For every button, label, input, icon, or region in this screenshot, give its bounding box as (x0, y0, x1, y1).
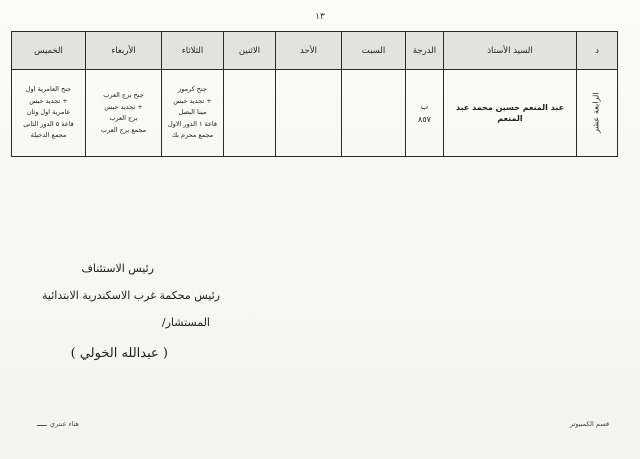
header-index: د (577, 32, 618, 70)
cell-index (577, 70, 618, 157)
cell-line: ب (420, 102, 429, 111)
header-sunday: الأحد (276, 32, 342, 70)
cell-line: برج العرب (109, 114, 138, 122)
cell-line: قاعة ١ الدور الاول (167, 119, 217, 128)
cell-sunday (276, 70, 342, 157)
cell-line: عامرية اول وثان (26, 108, 71, 117)
pen-mark-icon (37, 421, 50, 426)
cell-line: مجمع الدخيلة (30, 131, 67, 140)
cell-line: ٨٥٧ (418, 115, 431, 124)
signature-title-2: رئيس محكمة غرب الاسكندرية الابتدائية (41, 289, 220, 302)
cell-line: + تجديد حبس (104, 102, 143, 111)
header-professor: السيد الأستاذ (444, 32, 577, 70)
cell-saturday (342, 70, 406, 157)
footer-typist: هناء عنتري (50, 420, 79, 428)
cell-monday (224, 70, 276, 157)
cell-thursday (12, 70, 86, 157)
schedule-table (11, 31, 618, 157)
cell-professor: عبد المنعم حسين محمد عبد المنعم (444, 70, 577, 157)
signature-title-1: رئيس الاستئناف (81, 262, 154, 275)
signature-name: ( عبدالله الخولي ) (70, 346, 168, 361)
cell-line: مينا البصل (178, 108, 207, 117)
cell-line: + تجديد حبس (29, 96, 68, 105)
footer-department: قسم الكمبيوتر (570, 420, 610, 428)
header-grade: الدرجة (406, 32, 444, 70)
header-monday: الاثنين (224, 32, 276, 70)
page-number: ١٣ (315, 12, 325, 22)
cell-line: قاعة ٥ الدور الثانى (23, 119, 74, 128)
cell-tuesday (162, 70, 224, 157)
cell-grade (406, 70, 444, 157)
cell-line: مجمع برج العرب (100, 125, 147, 134)
header-thursday: الخميس (12, 32, 86, 70)
cell-line: جنح العامرية اول (25, 85, 72, 94)
cell-wednesday (86, 70, 162, 157)
header-saturday: السبت (342, 32, 406, 70)
row-index-label: الرابعة عشر (591, 92, 601, 134)
header-tuesday: الثلاثاء (162, 32, 224, 70)
table-header-row (12, 32, 618, 70)
table-row (12, 70, 618, 157)
cell-line: + تجديد حبس (173, 96, 212, 105)
header-wednesday: الأربعاء (86, 32, 162, 70)
signature-title-3: المستشار/ (161, 316, 210, 329)
cell-line: جنح برج العرب (103, 91, 144, 99)
cell-line: جنح كرموز (178, 85, 207, 94)
cell-line: مجمع محرم بك (171, 131, 214, 140)
